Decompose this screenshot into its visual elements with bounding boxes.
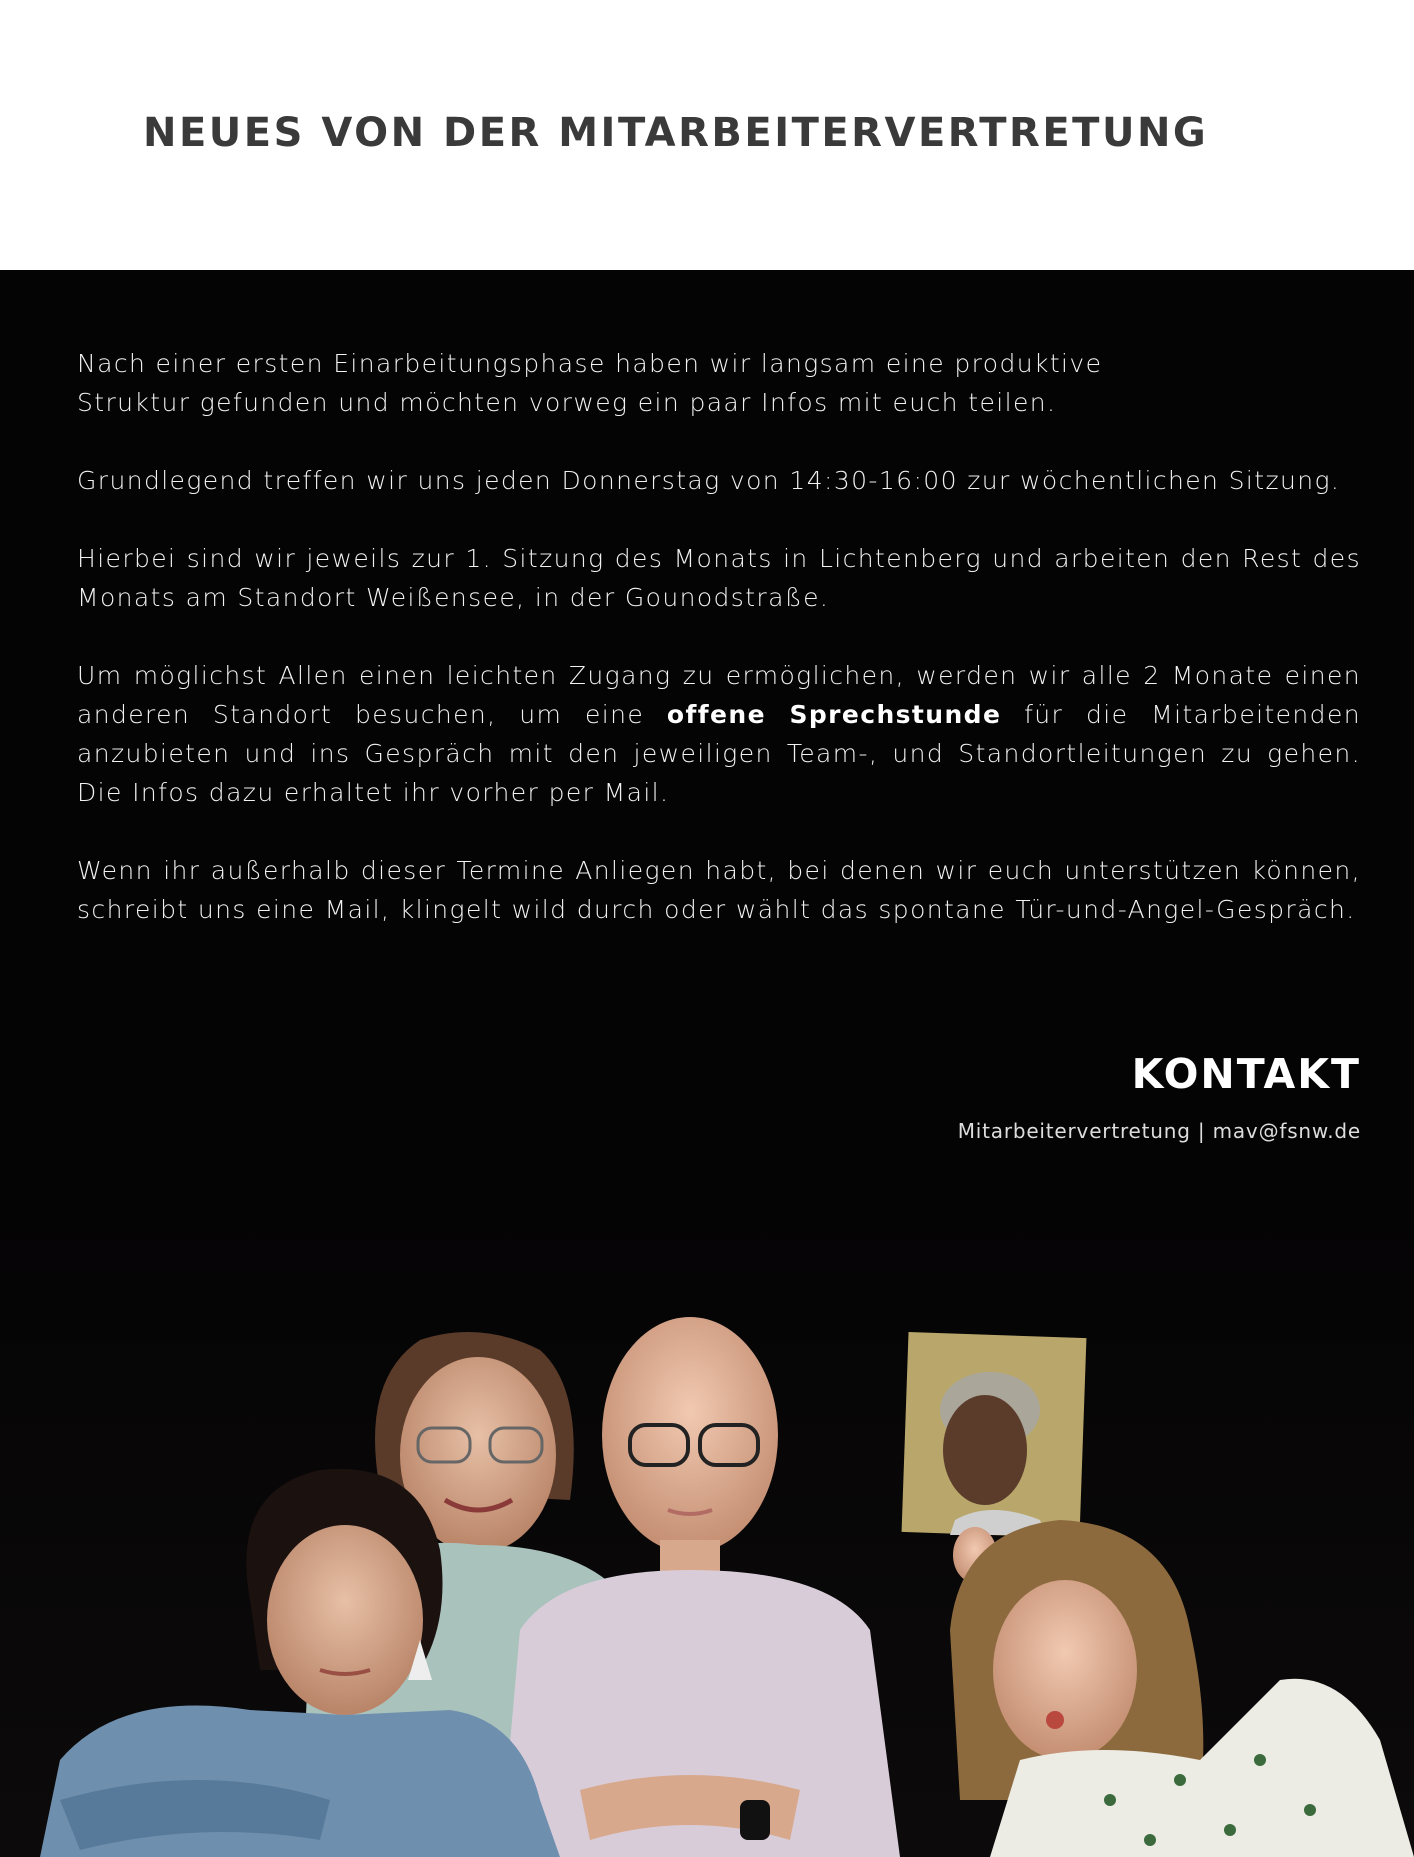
paragraph-intro (77, 344, 1361, 422)
paragraph-other-concerns: Wenn ihr außerhalb dieser Termine Anliegen habt, bei denen wir euch unterstützen können, schreibt uns eine Mail, klingelt wild durch oder wählt das spontane Tür-und-Angel-Gespräch. (77, 856, 1361, 924)
office-hours-text-before: Um möglichst Allen einen leichten Zugang zu ermöglichen, werden wir alle 2 Monate einen anderen Standort besuchen, um eine (77, 661, 1361, 729)
office-hours-highlight: offene Sprechstunde (666, 700, 1002, 729)
office-hours-text-after: für die Mitarbeitenden anzubieten und ins Gespräch mit den jeweiligen Team-, und Standortleitungen zu gehen. Die Infos dazu erhaltet ihr vorher per Mail. (77, 700, 1361, 807)
paragraph-intro-line-1: Nach einer ersten Einarbeitungsphase haben wir langsam eine produktive (77, 349, 1103, 378)
header (0, 0, 1414, 270)
contact-heading: KONTAKT (1131, 1050, 1361, 1098)
body-text (77, 344, 1361, 968)
team-photo (0, 1200, 1414, 1857)
content-area (0, 270, 1414, 1857)
paragraph-office-hours (77, 656, 1361, 812)
contact-info: Mitarbeitervertretung | mav@fsnw.de (957, 1119, 1361, 1143)
page-title: NEUES VON DER MITARBEITERVERTRETUNG (143, 110, 1209, 156)
paragraph-intro-line-2: Struktur gefunden und möchten vorweg ein paar Infos mit euch teilen. (77, 388, 1057, 417)
paragraph-meeting-time: Grundlegend treffen wir uns jeden Donnerstag von 14:30-16:00 zur wöchentlichen Sitzung. (77, 466, 1341, 495)
paragraph-locations: Hierbei sind wir jeweils zur 1. Sitzung des Monats in Lichtenberg und arbeiten den Rest des Monats am Standort Weißensee, in der Gounodstraße. (77, 544, 1361, 612)
